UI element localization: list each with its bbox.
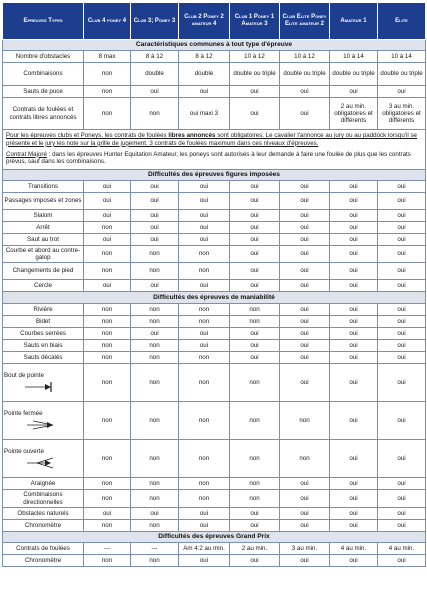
table-cell: non: [179, 316, 230, 328]
table-cell: non: [179, 304, 230, 316]
table-cell: oui: [330, 340, 378, 352]
table-cell: non: [230, 490, 280, 508]
section-heading: Difficultés des épreuves de maniabilité: [3, 292, 426, 304]
note-text: Contrat Majoré: [6, 150, 47, 158]
row-label: Chronomètre: [3, 520, 84, 532]
table-cell: oui: [330, 246, 378, 263]
table-cell: oui: [179, 508, 230, 520]
table-cell: non: [84, 263, 131, 280]
table-cell: oui: [280, 328, 330, 340]
row-label: [3, 440, 84, 478]
table-cell: oui: [280, 222, 330, 234]
table-cell: oui: [378, 508, 426, 520]
table-cell: oui: [330, 304, 378, 316]
table-cell: non: [131, 352, 179, 364]
table-cell: oui: [330, 490, 378, 508]
section-heading-row: [3, 292, 426, 304]
row-label: Arrêt: [3, 222, 84, 234]
header-cell: Club 4 poney 4: [84, 3, 131, 40]
table-cell: oui: [378, 86, 426, 98]
table-cell: non: [230, 304, 280, 316]
table-cell: oui: [230, 328, 280, 340]
table-cell: oui: [330, 440, 378, 478]
table-cell: oui: [378, 520, 426, 532]
section-heading-row: [3, 170, 426, 181]
table-cell: double ou triple: [378, 63, 426, 86]
table-cell: non: [84, 316, 131, 328]
table-row: [3, 440, 426, 478]
section-heading-row: [3, 40, 426, 51]
table-cell: oui: [280, 478, 330, 490]
table-cell: non: [84, 98, 131, 130]
table-cell: oui: [179, 340, 230, 352]
note-text: : dans les épreuves Hunter Equitation Amateur, les poneys sont autorisés à leur demande à faire une foulée de plus que les contrats prévus, sauf dans les combinaisons.: [6, 150, 411, 166]
table-cell: oui: [280, 520, 330, 532]
table-cell: 4 au min.: [330, 543, 378, 555]
table-cell: double ou triple: [230, 63, 280, 86]
table-cell: oui: [378, 280, 426, 292]
table-cell: oui: [230, 98, 280, 130]
table-cell: oui: [378, 402, 426, 440]
table-row: [3, 246, 426, 263]
table-cell: oui: [179, 555, 230, 567]
header-cell: Amateur 1: [330, 3, 378, 40]
table-cell: non: [179, 440, 230, 478]
table-row: [3, 520, 426, 532]
table-cell: non: [230, 402, 280, 440]
table-row: [3, 478, 426, 490]
table-cell: non: [131, 98, 179, 130]
table-cell: oui: [84, 181, 131, 193]
table-cell: non: [84, 328, 131, 340]
row-label: Cercle: [3, 280, 84, 292]
table-cell: oui: [230, 352, 280, 364]
table-cell: oui: [230, 210, 280, 222]
table-row: [3, 340, 426, 352]
table-cell: oui: [179, 181, 230, 193]
table-cell: oui: [179, 193, 230, 210]
table-cell: 3 au min.: [280, 543, 330, 555]
table-row: [3, 263, 426, 280]
row-label: Courbes serrées: [3, 328, 84, 340]
table-cell: oui: [179, 280, 230, 292]
table-cell: oui: [179, 210, 230, 222]
header-cell: Club 1 Poney 1 Amateur 3: [230, 3, 280, 40]
row-label: Sauts de puce: [3, 86, 84, 98]
table-cell: 10 à 12: [230, 51, 280, 63]
table-cell: oui: [330, 478, 378, 490]
table-cell: oui: [330, 520, 378, 532]
table-cell: oui: [84, 210, 131, 222]
row-label-text: Pointe ouverte: [4, 448, 44, 456]
table-cell: non: [179, 352, 230, 364]
row-label: Changements de pied: [3, 263, 84, 280]
table-cell: double: [179, 63, 230, 86]
table-row: [3, 543, 426, 555]
table-cell: 4 au min.: [378, 543, 426, 555]
table-cell: non: [131, 246, 179, 263]
table-cell: 3 au min. obligatoires et différents: [378, 98, 426, 130]
table-cell: 10 à 14: [330, 51, 378, 63]
table-row: [3, 316, 426, 328]
table-cell: non: [84, 304, 131, 316]
table-cell: non: [179, 478, 230, 490]
table-cell: non: [230, 478, 280, 490]
table-cell: non: [131, 478, 179, 490]
table-cell: oui: [131, 222, 179, 234]
table-cell: oui: [230, 280, 280, 292]
table-cell: oui: [330, 508, 378, 520]
section-heading: Difficultés des épreuves Grand Prix: [3, 532, 426, 543]
table-cell: oui: [280, 210, 330, 222]
row-label: Slalom: [3, 210, 84, 222]
table-row: [3, 181, 426, 193]
note-text: Pour les épreuves clubs et Poneys, les contrats de foulées: [6, 132, 169, 139]
table-cell: oui: [179, 520, 230, 532]
table-cell: non: [84, 402, 131, 440]
table-cell: oui: [378, 316, 426, 328]
table-cell: oui: [230, 181, 280, 193]
table-cell: non: [84, 520, 131, 532]
table-row: [3, 352, 426, 364]
table-cell: oui: [131, 86, 179, 98]
table-cell: non: [84, 222, 131, 234]
table-cell: oui: [378, 478, 426, 490]
table-cell: oui: [230, 340, 280, 352]
table-cell: oui: [131, 181, 179, 193]
table-cell: non: [84, 63, 131, 86]
note-row: [3, 149, 426, 170]
table-cell: 2 au min. obligatoires et différents: [330, 98, 378, 130]
row-label: Sauts en biais: [3, 340, 84, 352]
table-cell: oui: [330, 86, 378, 98]
table-cell: non: [131, 364, 179, 402]
table-cell: oui: [330, 316, 378, 328]
table-cell: oui: [378, 364, 426, 402]
table-cell: non: [280, 440, 330, 478]
table-row: [3, 364, 426, 402]
table-cell: oui: [330, 402, 378, 440]
table-row: [3, 63, 426, 86]
table-cell: oui: [330, 181, 378, 193]
table-cell: oui: [280, 508, 330, 520]
rules-table: [2, 2, 426, 567]
header-cell: Elite: [378, 3, 426, 40]
table-cell: oui: [378, 555, 426, 567]
table-cell: oui: [280, 555, 330, 567]
table-cell: oui: [330, 193, 378, 210]
table-cell: oui: [131, 193, 179, 210]
table-cell: oui: [280, 364, 330, 402]
table-cell: oui: [230, 246, 280, 263]
table-cell: non: [131, 520, 179, 532]
table-cell: non: [131, 304, 179, 316]
table-cell: oui: [378, 490, 426, 508]
table-cell: oui: [230, 86, 280, 98]
table-cell: oui: [84, 280, 131, 292]
pointe-ouverte-diagram-icon: [23, 457, 63, 469]
table-row: [3, 193, 426, 210]
table-cell: oui: [280, 181, 330, 193]
section-heading: Difficultés des épreuves figures imposées: [3, 170, 426, 181]
row-label: Bidet: [3, 316, 84, 328]
table-cell: 10 à 12: [280, 51, 330, 63]
table-cell: oui: [330, 364, 378, 402]
header-cell: Club Elite Poney Elite amateur 2: [280, 3, 330, 40]
table-cell: non: [179, 246, 230, 263]
rules-document: [2, 2, 425, 567]
table-cell: oui: [179, 86, 230, 98]
row-label-text: Bout de pointe: [4, 372, 44, 380]
pointe-fermee-diagram-icon: [23, 419, 63, 431]
table-cell: oui: [378, 181, 426, 193]
table-row: [3, 328, 426, 340]
table-cell: 8 à 12: [131, 51, 179, 63]
table-row: [3, 234, 426, 246]
table-cell: oui maxi 3: [179, 98, 230, 130]
table-cell: non: [131, 263, 179, 280]
table-cell: oui: [378, 304, 426, 316]
table-cell: non: [230, 440, 280, 478]
table-cell: oui: [84, 234, 131, 246]
row-label: Sauts décalés: [3, 352, 84, 364]
row-label: Contrats de foulées et contrats libres annoncés: [3, 98, 84, 130]
table-cell: non: [84, 478, 131, 490]
table-cell: oui: [230, 263, 280, 280]
table-cell: oui: [280, 193, 330, 210]
table-cell: oui: [131, 328, 179, 340]
table-cell: non: [230, 316, 280, 328]
table-cell: oui: [131, 210, 179, 222]
table-row: [3, 490, 426, 508]
table-cell: non: [131, 402, 179, 440]
row-label: [3, 364, 84, 402]
table-cell: double ou triple: [330, 63, 378, 86]
pointe-diagram-icon: [23, 381, 63, 393]
table-cell: oui: [378, 222, 426, 234]
table-cell: oui: [280, 234, 330, 246]
table-row: [3, 402, 426, 440]
table-cell: 8 max: [84, 51, 131, 63]
table-cell: non: [84, 364, 131, 402]
row-label: Combinaisons directionnelles: [3, 490, 84, 508]
table-cell: oui: [378, 246, 426, 263]
table-row: [3, 222, 426, 234]
table-cell: oui: [378, 328, 426, 340]
row-label: Chronomètre: [3, 555, 84, 567]
table-row: [3, 51, 426, 63]
header-cell: Club 2 Poney 2 amateur 4: [179, 3, 230, 40]
table-cell: oui: [280, 340, 330, 352]
row-label: Contrats de foulées: [3, 543, 84, 555]
table-cell: non: [84, 555, 131, 567]
row-label: Courbe et abord au contre-galop: [3, 246, 84, 263]
table-cell: non: [280, 402, 330, 440]
row-label: Obstacles naturels: [3, 508, 84, 520]
table-cell: oui: [378, 440, 426, 478]
table-cell: oui: [378, 193, 426, 210]
table-cell: oui: [179, 328, 230, 340]
row-label: Araignée: [3, 478, 84, 490]
table-cell: oui: [280, 280, 330, 292]
table-row: [3, 304, 426, 316]
table-cell: non: [84, 340, 131, 352]
table-cell: oui: [330, 234, 378, 246]
table-row: [3, 280, 426, 292]
row-label: Nombre d'obstacles: [3, 51, 84, 63]
note-paragraph-1: [3, 130, 426, 149]
table-cell: non: [84, 352, 131, 364]
note-row: [3, 130, 426, 149]
table-cell: double: [131, 63, 179, 86]
row-label: [3, 402, 84, 440]
table-cell: ---: [131, 543, 179, 555]
table-cell: non: [230, 364, 280, 402]
table-cell: oui: [230, 520, 280, 532]
table-cell: oui: [378, 352, 426, 364]
table-cell: 8 à 12: [179, 51, 230, 63]
table-cell: oui: [330, 210, 378, 222]
table-cell: oui: [280, 246, 330, 263]
table-cell: non: [131, 340, 179, 352]
table-cell: oui: [330, 263, 378, 280]
table-cell: oui: [230, 508, 280, 520]
table-cell: non: [131, 490, 179, 508]
table-cell: non: [84, 86, 131, 98]
table-row: [3, 210, 426, 222]
table-cell: oui: [378, 263, 426, 280]
table-cell: oui: [230, 234, 280, 246]
table-row: [3, 508, 426, 520]
row-label: Passages imposés et zones: [3, 193, 84, 210]
table-cell: non: [179, 263, 230, 280]
table-cell: non: [131, 555, 179, 567]
row-label: Rivière: [3, 304, 84, 316]
table-cell: 10 à 14: [378, 51, 426, 63]
note-paragraph-2: [3, 149, 426, 170]
row-label: Combinaisons: [3, 63, 84, 86]
table-cell: non: [84, 246, 131, 263]
table-cell: oui: [280, 316, 330, 328]
table-cell: oui: [84, 508, 131, 520]
table-cell: oui: [330, 328, 378, 340]
header-cell: Club 3; Poney 3: [131, 3, 179, 40]
table-cell: oui: [330, 280, 378, 292]
row-label-text: Pointe fermée: [4, 410, 43, 418]
table-cell: non: [179, 364, 230, 402]
row-label: Transitions: [3, 181, 84, 193]
table-cell: oui: [280, 490, 330, 508]
table-cell: oui: [131, 234, 179, 246]
table-cell: oui: [230, 555, 280, 567]
note-bold-text: libres annoncés: [168, 132, 216, 139]
table-cell: oui: [230, 222, 280, 234]
table-cell: oui: [230, 193, 280, 210]
table-cell: non: [84, 440, 131, 478]
table-cell: oui: [131, 280, 179, 292]
table-cell: Am 4:2 au min.: [179, 543, 230, 555]
table-cell: non: [179, 402, 230, 440]
table-cell: double ou triple: [280, 63, 330, 86]
table-cell: oui: [179, 222, 230, 234]
table-cell: oui: [131, 508, 179, 520]
table-cell: oui: [179, 234, 230, 246]
header-row: [3, 3, 426, 40]
table-cell: oui: [330, 222, 378, 234]
table-cell: non: [84, 490, 131, 508]
table-cell: oui: [84, 193, 131, 210]
table-cell: non: [131, 440, 179, 478]
table-cell: oui: [330, 555, 378, 567]
table-cell: oui: [280, 304, 330, 316]
table-cell: oui: [280, 86, 330, 98]
table-cell: oui: [330, 352, 378, 364]
table-row: [3, 86, 426, 98]
note-text: sont obligatoires. Le cavalier l'annonce au jury ou au paddock lorsqu'il se présente et le jury les note sur la grille de jugement. 3 contrats de foulées maximum dans ces niveaux d'épreuves.: [6, 132, 417, 147]
table-row: [3, 555, 426, 567]
table-cell: oui: [280, 98, 330, 130]
table-cell: non: [179, 490, 230, 508]
table-cell: 2 au min.: [230, 543, 280, 555]
table-cell: oui: [280, 352, 330, 364]
table-cell: non: [131, 316, 179, 328]
table-row: [3, 98, 426, 130]
table-cell: oui: [378, 340, 426, 352]
section-heading: Caractéristiques communes à tout type d'épreuve: [3, 40, 426, 51]
row-label: Saut au trot: [3, 234, 84, 246]
header-cell: Epreuves Types: [3, 3, 84, 40]
table-cell: oui: [378, 234, 426, 246]
table-cell: ---: [84, 543, 131, 555]
section-heading-row: [3, 532, 426, 543]
table-cell: oui: [280, 263, 330, 280]
table-cell: oui: [378, 210, 426, 222]
